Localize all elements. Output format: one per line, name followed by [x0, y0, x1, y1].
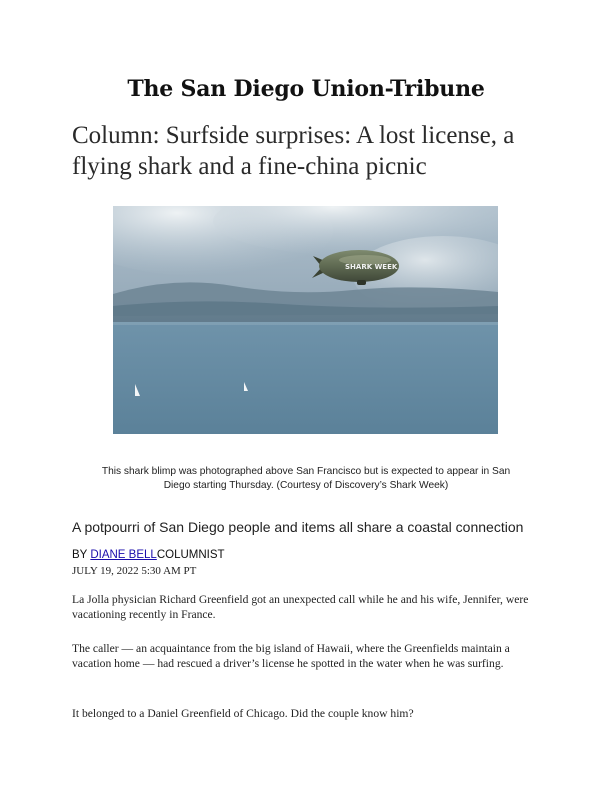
article-headline: Column: Surfside surprises: A lost license, a flying shark and a fine-china picnic — [72, 122, 515, 180]
article-photo — [113, 206, 498, 434]
author-role: COLUMNIST — [156, 549, 225, 561]
byline — [72, 549, 225, 561]
masthead-logo[interactable]: The San Diego Union-Tribune — [127, 76, 485, 102]
photo-caption: This shark blimp was photographed above San Francisco but is expected to appear in San Diego starting Thursday. (Courtesy of Discovery’s Shark Week) — [101, 466, 511, 491]
paragraph: It belonged to a Daniel Greenfield of Chicago. Did the couple know him? — [72, 707, 414, 720]
byline-prefix: BY — [72, 549, 91, 561]
shark-blimp-image — [113, 206, 498, 434]
paragraph: The caller — an acquaintance from the big island of Hawaii, where the Greenfields maintain a vacation home — had rescued a driver’s license he spotted in the water when he was surfing. — [72, 642, 510, 670]
article-dek: A potpourri of San Diego people and items all share a coastal connection — [72, 519, 524, 535]
publish-date: JULY 19, 2022 5:30 AM PT — [72, 565, 197, 577]
author-link[interactable]: DIANE BELL — [90, 549, 157, 561]
paragraph: La Jolla physician Richard Greenfield got an unexpected call while he and his wife, Jennifer, were vacationing recently in France. — [72, 593, 529, 621]
svg-text:SHARK WEEK: SHARK WEEK — [345, 263, 398, 271]
